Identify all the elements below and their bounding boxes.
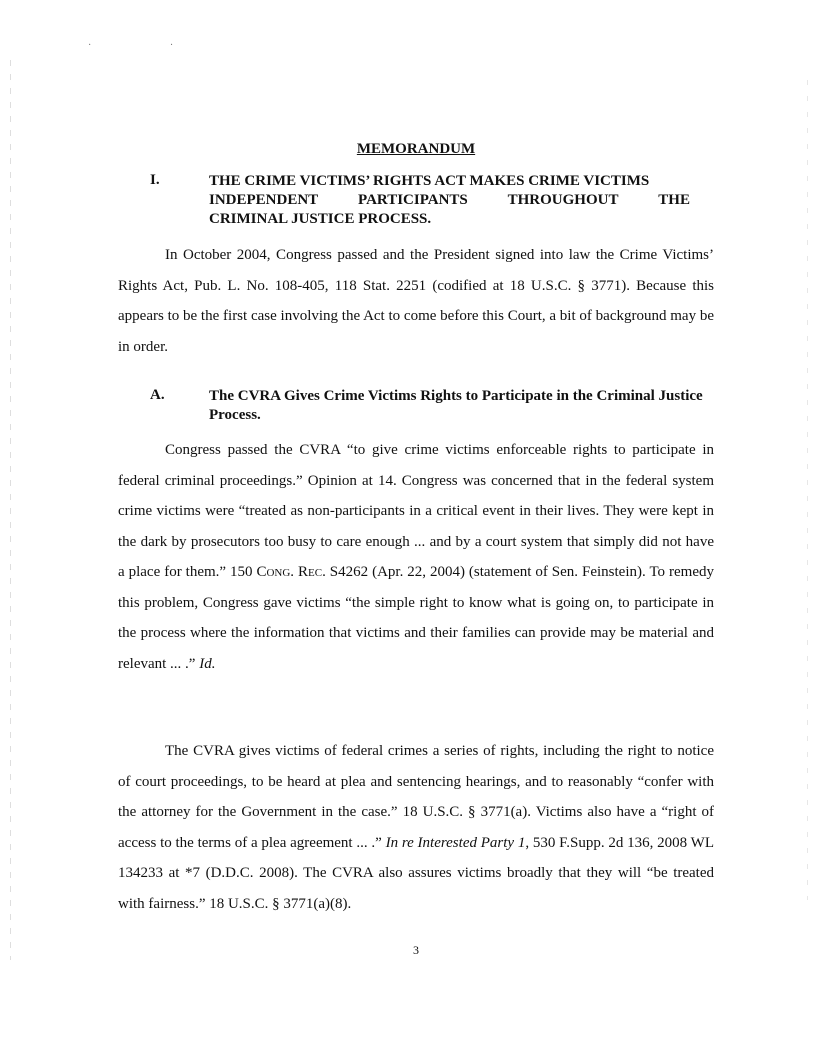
page-number: 3 (413, 943, 419, 957)
memorandum-title: MEMORANDUM (356, 141, 476, 157)
heading-word: THROUGHOUT (507, 192, 619, 208)
paragraph-1-text: In October 2004, Congress passed and the President signed into law the Crime Victims’ Rights Act, Pub. L. No. 108-405, 118 Stat. 2251 (codified at 18 U.S.C. § 3771). Because this appears to be the first case involving the Act to come before this Court, a bit of background may be in order. (118, 247, 714, 355)
scan-specks: · · (88, 40, 212, 51)
heading-word: INDEPENDENT (209, 192, 319, 208)
section-I-heading-line3: CRIMINAL JUSTICE PROCESS. (209, 211, 432, 227)
id-citation: Id. (199, 655, 216, 672)
section-I-heading-line2 (209, 191, 690, 210)
paragraph-1 (118, 240, 714, 362)
heading-word: PARTICIPANTS (358, 192, 468, 208)
section-A-number: A. (150, 387, 165, 403)
section-A-heading: The CVRA Gives Crime Victims Rights to Participate in the Criminal Justice Process. (209, 388, 703, 423)
scan-left-edge (10, 60, 11, 960)
paragraph-3-text-a: The CVRA gives victims of federal crimes a series of rights, including the right to notice of court proceedings, to be heard at plea and sentencing hearings, and to reasonably “confer with the attorney for the Government in the case.” 18 U.S.C. § 3771(a). Victims also have a “right of access to the terms of a plea agreement ... .” (118, 743, 714, 851)
section-I-heading (209, 172, 690, 229)
paragraph-2 (118, 435, 714, 679)
case-name-citation: In re Interested Party 1 (385, 834, 526, 851)
scan-right-edge (807, 80, 808, 900)
paragraph-3 (118, 736, 714, 919)
paragraph-3-text-b: , 530 F.Supp. 2d 136, 2008 WL 134233 at *7 (D.D.C. 2008). The CVRA also assures victims broadly that they will “be treated with fairness.” 18 U.S.C. § 3771(a)(8). (118, 834, 714, 912)
section-I (150, 172, 690, 229)
congressional-record-cite: Cong. Rec. (256, 564, 326, 580)
paragraph-2-text-a: Congress passed the CVRA “to give crime victims enforceable rights to participate in federal criminal proceedings.” Opinion at 14. Congress was concerned that in the federal system crime victims were “treated as non-participants in a critical event in their lives. They were kept in the dark by prosecutors too busy to care enough ... and by a court system that simply did not have a place for them.” 150 (118, 442, 714, 580)
paragraph-2-text-b: S4262 (Apr. 22, 2004) (statement of Sen. Feinstein). To remedy this problem, Congress gave victims “the simple right to know what is going on, to participate in the process where the information that victims and their families can provide may be material and relevant ... .” (118, 564, 714, 672)
section-I-heading-line1: THE CRIME VICTIMS’ RIGHTS ACT MAKES CRIME VICTIMS (209, 173, 650, 189)
heading-word: THE (658, 192, 690, 208)
section-I-number: I. (150, 172, 160, 188)
section-A (150, 387, 714, 425)
